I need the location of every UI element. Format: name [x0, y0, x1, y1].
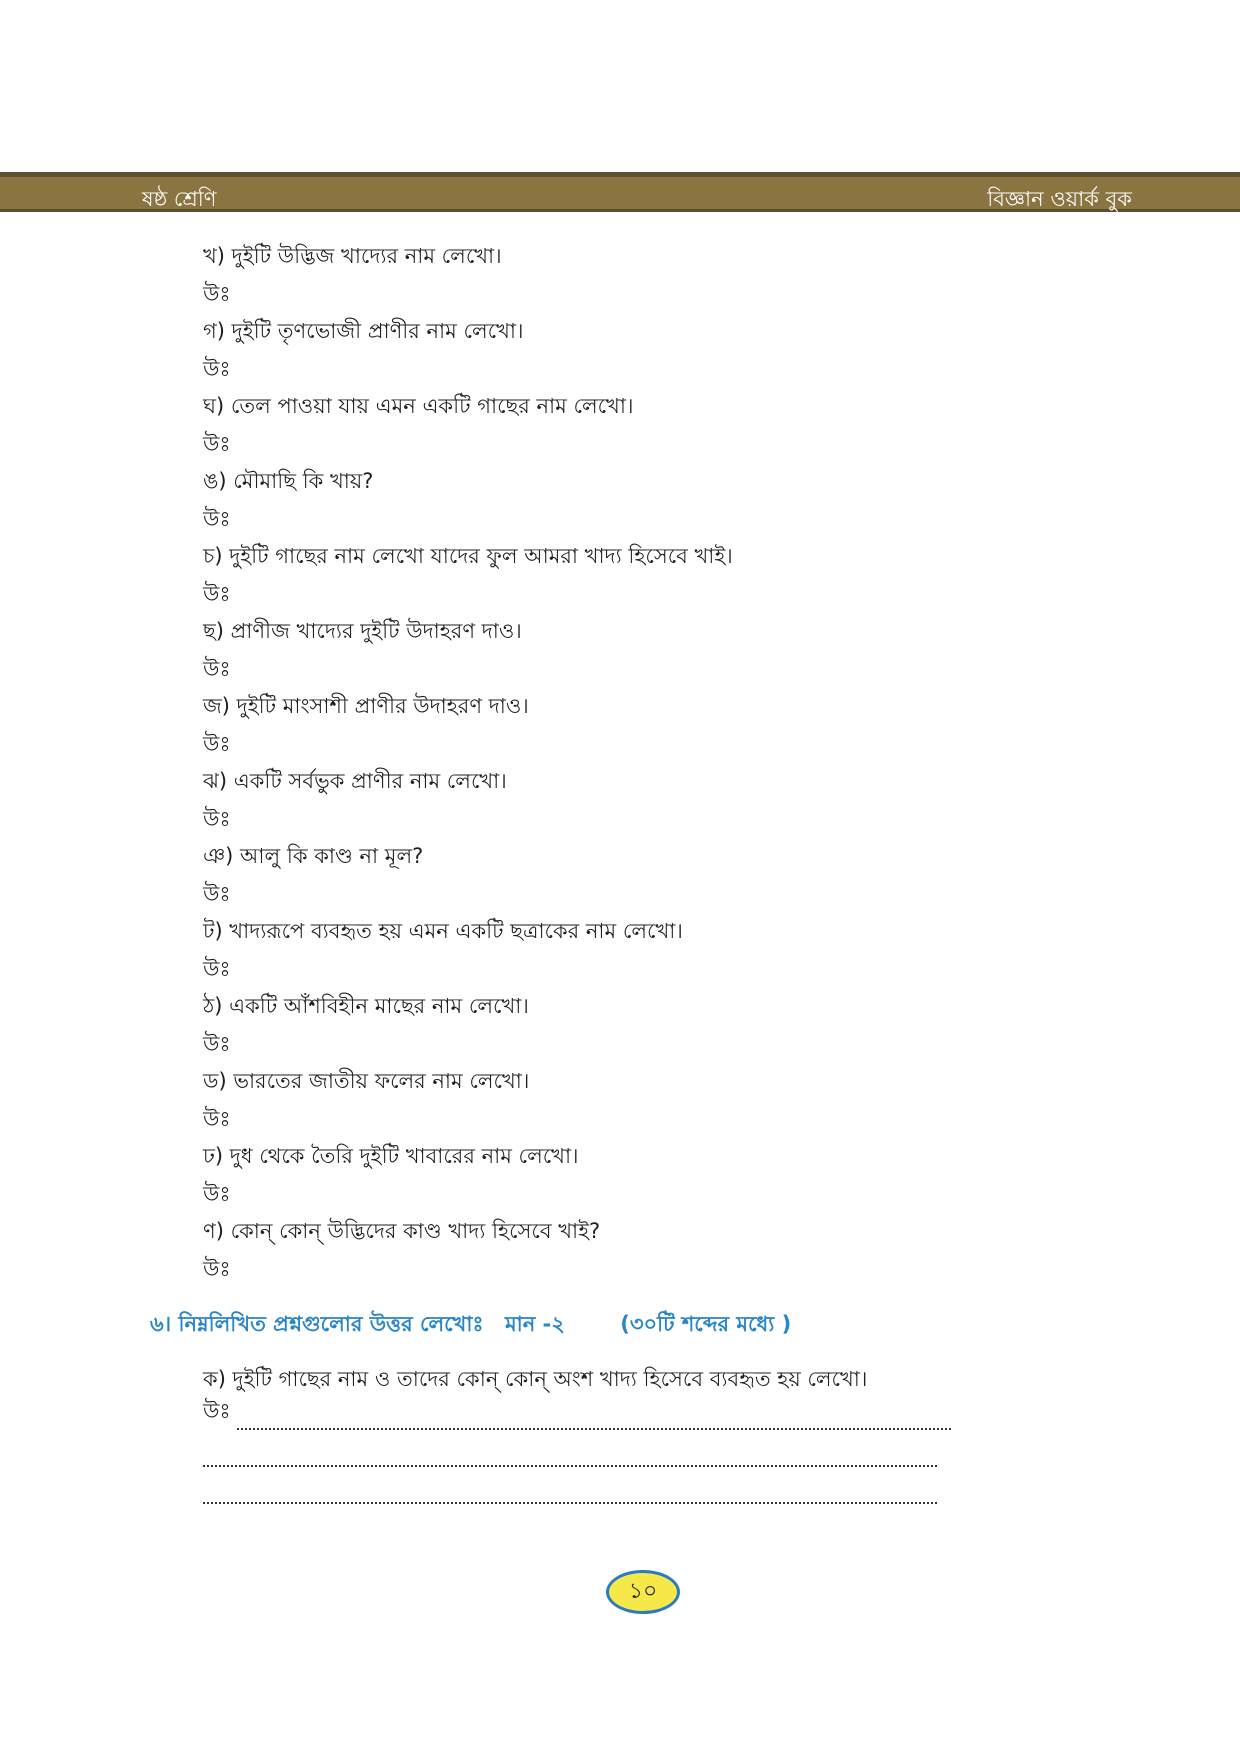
question-list — [203, 238, 1003, 1288]
answer-line — [203, 1474, 937, 1504]
header-band — [0, 172, 1240, 212]
answer-label: উঃ — [203, 1181, 231, 1206]
answer-label: উঃ — [203, 431, 231, 456]
dotted-line — [203, 1445, 937, 1467]
question: ক) দুইটি গাছের নাম ও তাদের কোন্ কোন্ অংশ খাদ্য হিসেবে ব্যবহৃত হয় লেখো। — [203, 1367, 868, 1391]
answer-label: উঃ — [203, 806, 231, 831]
section-marks: মান -২ — [504, 1312, 565, 1336]
question: চ) দুইটি গাছের নাম লেখো যাদের ফুল আমরা খাদ্য হিসেবে খাই। — [203, 544, 733, 568]
book-title: বিজ্ঞান ওয়ার্ক বুক — [987, 187, 1132, 211]
class-label: ষষ্ঠ শ্রেণি — [142, 187, 217, 211]
question: ঝ) একটি সর্বভুক প্রাণীর নাম লেখো। — [203, 769, 507, 793]
question: ঠ) একটি আঁশবিহীন মাছের নাম লেখো। — [203, 994, 529, 1018]
word-limit: (৩০টি শব্দের মধ্যে ) — [620, 1312, 792, 1336]
answer-label: উঃ — [203, 656, 231, 681]
answer-line — [203, 1437, 937, 1467]
answer-label: উঃ — [203, 1399, 231, 1423]
question: ছ) প্রাণীজ খাদ্যের দুইটি উদাহরণ দাও। — [203, 619, 522, 643]
answer-line — [203, 1400, 951, 1430]
answer-label: উঃ — [203, 281, 231, 306]
answer-label: উঃ — [203, 1031, 231, 1056]
answer-label: উঃ — [203, 881, 231, 906]
section-6-heading — [150, 1308, 791, 1343]
question: ণ) কোন্ কোন্ উদ্ভিদের কাণ্ড খাদ্য হিসেবে খাই? — [203, 1219, 601, 1243]
question: ড) ভারতের জাতীয় ফলের নাম লেখো। — [203, 1069, 530, 1093]
question: ঢ) দুধ থেকে তৈরি দুইটি খাবারের নাম লেখো। — [203, 1144, 579, 1168]
answer-label: উঃ — [203, 581, 231, 606]
question: ঞ) আলু কি কাণ্ড না মূল? — [203, 844, 424, 868]
answer-label: উঃ — [203, 1256, 231, 1281]
page-number: ১০ — [606, 1570, 680, 1614]
question: ঙ) মৌমাছি কি খায়? — [203, 469, 374, 493]
section-title: ৬। নিম্নলিখিত প্রশ্নগুলোর উত্তর লেখোঃ — [150, 1312, 484, 1336]
dotted-line — [237, 1408, 951, 1430]
question: ট) খাদ্যরূপে ব্যবহৃত হয় এমন একটি ছত্রাকের নাম লেখো। — [203, 919, 683, 943]
question: ঘ) তেল পাওয়া যায় এমন একটি গাছের নাম লেখো। — [203, 394, 634, 418]
question: গ) দুইটি তৃণভোজী প্রাণীর নাম লেখো। — [203, 319, 524, 343]
answer-label: উঃ — [203, 1106, 231, 1131]
dotted-line — [203, 1482, 937, 1504]
question: খ) দুইটি উদ্ভিজ খাদ্যের নাম লেখো। — [203, 244, 502, 268]
question: জ) দুইটি মাংসাশী প্রাণীর উদাহরণ দাও। — [203, 694, 529, 718]
answer-label: উঃ — [203, 731, 231, 756]
answer-label: উঃ — [203, 956, 231, 981]
answer-label: উঃ — [203, 506, 231, 531]
answer-label: উঃ — [203, 356, 231, 381]
